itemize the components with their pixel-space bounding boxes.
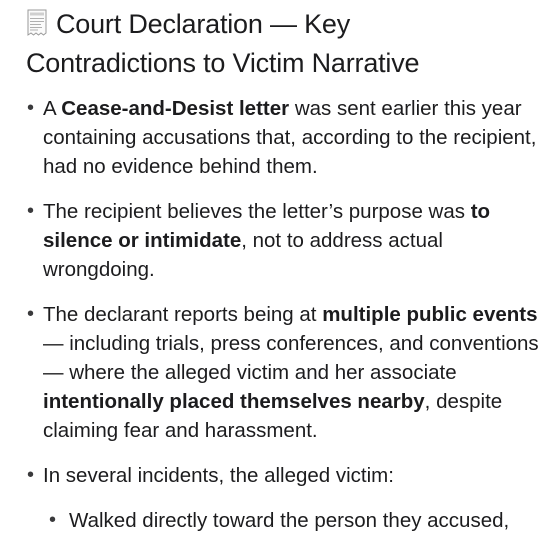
item-text: A <box>43 97 62 120</box>
title-line-1: Court Declaration — Key <box>56 9 351 39</box>
bullet-dot: • <box>27 200 35 222</box>
document-title <box>26 6 546 81</box>
bullet-list <box>0 94 560 551</box>
bullet-dot: • <box>27 464 35 486</box>
item-text: The recipient believes the letter’s purpose was <box>43 200 471 223</box>
bullet-dot: • <box>27 303 35 325</box>
sub-list-item <box>43 506 540 535</box>
list-item <box>0 197 560 284</box>
item-text: The declarant reports being at <box>43 303 323 326</box>
sub-list <box>43 506 540 535</box>
sub-bullet-dot: • <box>49 509 57 531</box>
sub-item-text: Walked directly toward the person they accused, <box>69 509 510 532</box>
list-item <box>0 300 560 445</box>
list-item <box>0 461 560 535</box>
item-text: , despite claiming fear and harassment. <box>43 390 503 442</box>
title-line-2: Contradictions to Victim Narrative <box>26 48 420 78</box>
item-text: , not to address actual wrongdoing. <box>43 229 443 281</box>
item-text: — including trials, press conferences, and conventions — where the alleged victim and her associate <box>43 332 539 384</box>
item-bold-text: to silence or intimidate <box>43 200 491 252</box>
item-bold-text: intentionally placed themselves nearby <box>43 390 425 413</box>
item-text: In several incidents, the alleged victim: <box>43 464 394 487</box>
receipt-icon <box>26 9 48 45</box>
list-item <box>0 94 560 181</box>
item-bold-text: Cease-and-Desist letter <box>61 97 290 120</box>
item-bold-text: multiple public events <box>322 303 538 326</box>
item-text: was sent earlier this year containing accusations that, according to the recipient, had no evidence behind them. <box>43 97 537 178</box>
bullet-dot: • <box>27 97 35 119</box>
